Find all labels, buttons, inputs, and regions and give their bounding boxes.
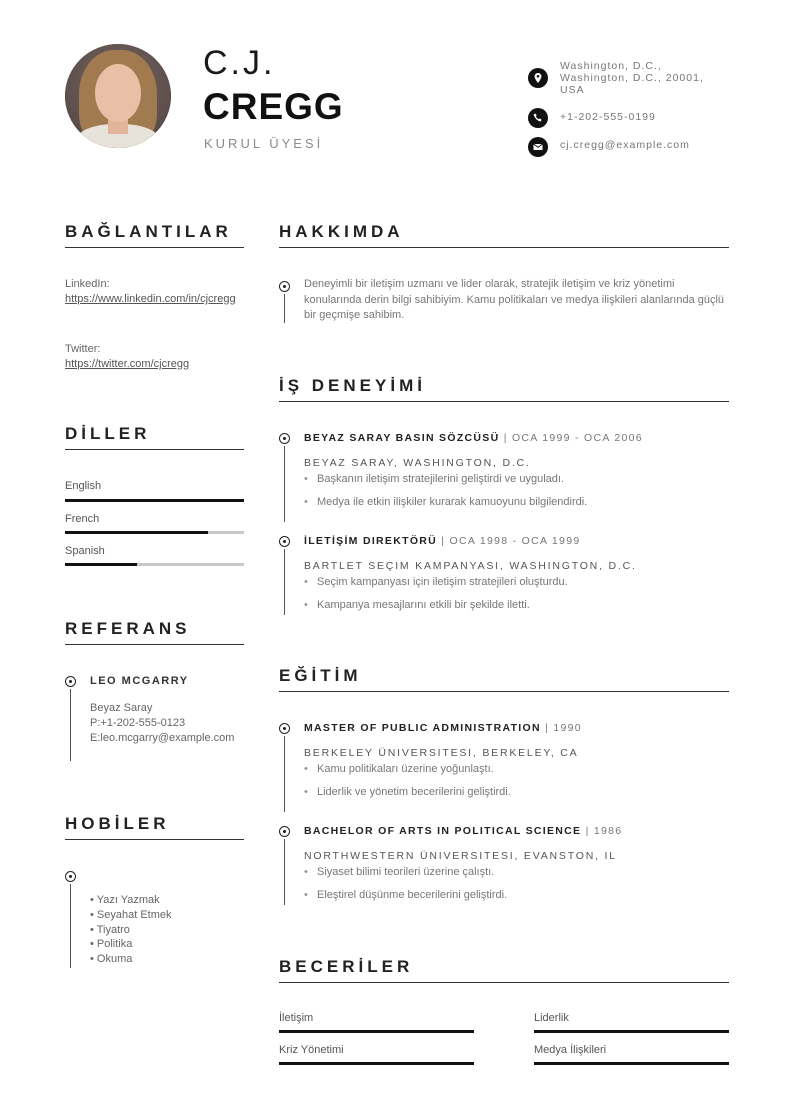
timeline-dot-icon bbox=[279, 281, 290, 292]
hobby-item: • Okuma bbox=[90, 953, 133, 965]
skills-divider bbox=[279, 982, 729, 983]
job-separator: | bbox=[441, 535, 446, 547]
hobby-item: • Seyahat Etmek bbox=[90, 909, 172, 921]
twitter-link[interactable]: https://twitter.com/cjcregg bbox=[65, 358, 190, 370]
timeline-line bbox=[70, 884, 71, 968]
language-level-fill bbox=[65, 563, 137, 566]
education-heading-line bbox=[304, 722, 582, 734]
about-heading: HAKKIMDA bbox=[279, 222, 404, 241]
language-level-bar bbox=[65, 563, 244, 566]
language-name: English bbox=[65, 480, 102, 492]
education-heading: EĞİTİM bbox=[279, 666, 362, 685]
last-name: CREGG bbox=[203, 86, 344, 127]
job-bullet: • Seçim kampanyası için iletişim stratejileri oluşturdu. bbox=[304, 576, 568, 588]
skill-level-bar bbox=[279, 1062, 474, 1065]
linkedin-link[interactable]: https://www.linkedin.com/in/cjcregg bbox=[65, 293, 236, 305]
education-bullet: • Kamu politikaları üzerine yoğunlaştı. bbox=[304, 763, 494, 775]
contact-phone bbox=[528, 108, 730, 128]
connections-heading: BAĞLANTILAR bbox=[65, 222, 232, 241]
reference-org: Beyaz Saray bbox=[90, 702, 153, 714]
languages-heading: DİLLER bbox=[65, 424, 151, 443]
education-bullet: • Siyaset bilimi teorileri üzerine çalıştı. bbox=[304, 866, 494, 878]
first-name: C.J. bbox=[203, 44, 276, 82]
timeline-line bbox=[284, 736, 285, 812]
languages-divider bbox=[65, 449, 244, 450]
job-heading bbox=[304, 432, 643, 444]
education-heading-line bbox=[304, 825, 622, 837]
degree-date: 1990 bbox=[553, 722, 582, 734]
job-separator: | bbox=[503, 432, 508, 444]
about-text: Deneyimli bir iletişim uzmanı ve lider olarak, stratejik iletişim ve kriz yönetimi konularında derin bilgi sahibiyim. Kamu politikaları ve medya ilişkileri alanlarında güçlü bir geçmişe sahibim. bbox=[304, 278, 725, 321]
language-name: French bbox=[65, 513, 100, 525]
reference-phone: P:+1-202-555-0123 bbox=[90, 717, 186, 729]
education-divider bbox=[279, 691, 729, 692]
school-name: NORTHWESTERN ÜNIVERSITESI, EVANSTON, IL bbox=[304, 850, 617, 862]
experience-divider bbox=[279, 401, 729, 402]
timeline-line bbox=[284, 549, 285, 615]
skills-heading: BECERİLER bbox=[279, 957, 414, 976]
job-title: KURUL ÜYESİ bbox=[204, 136, 324, 151]
hobby-item: • Yazı Yazmak bbox=[90, 894, 160, 906]
skill-name: Medya İlişkileri bbox=[534, 1044, 607, 1056]
timeline-dot-icon bbox=[65, 676, 76, 687]
contact-address bbox=[528, 60, 730, 96]
degree-separator: | bbox=[545, 722, 550, 734]
timeline-dot-icon bbox=[279, 723, 290, 734]
job-date: OCA 1999 - OCA 2006 bbox=[511, 432, 643, 444]
language-name: Spanish bbox=[65, 545, 105, 557]
timeline-dot-icon bbox=[279, 433, 290, 444]
education-bullet: • Eleştirel düşünme becerilerini geliştirdi. bbox=[304, 889, 507, 901]
reference-divider bbox=[65, 644, 244, 645]
email-text[interactable]: cj.cregg@example.com bbox=[560, 139, 690, 151]
education-bullet: • Liderlik ve yönetim becerilerini geliştirdi. bbox=[304, 786, 511, 798]
timeline-line bbox=[70, 689, 71, 761]
hobbies-divider bbox=[65, 839, 244, 840]
phone-icon bbox=[528, 108, 548, 128]
hobby-item: • Tiyatro bbox=[90, 924, 130, 936]
reference-email[interactable]: E:leo.mcgarry@example.com bbox=[90, 732, 235, 744]
hobbies-heading: HOBİLER bbox=[65, 814, 170, 833]
timeline-dot-icon bbox=[279, 826, 290, 837]
language-level-bar bbox=[65, 499, 244, 502]
hobby-item: • Politika bbox=[90, 938, 133, 950]
skill-level-bar bbox=[534, 1030, 729, 1033]
reference-name: LEO MCGARRY bbox=[90, 675, 189, 687]
location-pin-icon bbox=[528, 68, 548, 88]
address-text: Washington, D.C., Washington, D.C., 20001, USA bbox=[560, 60, 704, 96]
job-bullet: • Başkanın iletişim stratejilerini geliştirdi ve uyguladı. bbox=[304, 473, 564, 485]
degree-title: BACHELOR OF ARTS IN POLITICAL SCIENCE bbox=[304, 825, 582, 837]
skill-name: İletişim bbox=[279, 1012, 314, 1024]
job-organization: BEYAZ SARAY, WASHINGTON, D.C. bbox=[304, 457, 531, 469]
skill-name: Liderlik bbox=[534, 1012, 569, 1024]
timeline-dot-icon bbox=[65, 871, 76, 882]
skill-level-bar bbox=[279, 1030, 474, 1033]
experience-heading: İŞ DENEYİMİ bbox=[279, 376, 426, 395]
language-level-bar bbox=[65, 531, 244, 534]
linkedin-label: LinkedIn: bbox=[65, 278, 110, 290]
twitter-label: Twitter: bbox=[65, 343, 101, 355]
skill-level-bar bbox=[534, 1062, 729, 1065]
job-organization: BARTLET SEÇIM KAMPANYASI, WASHINGTON, D.C. bbox=[304, 560, 637, 572]
contact-email[interactable] bbox=[528, 137, 730, 157]
profile-photo bbox=[65, 44, 171, 148]
language-level-fill bbox=[65, 499, 244, 502]
language-level-fill bbox=[65, 531, 208, 534]
degree-title: MASTER OF PUBLIC ADMINISTRATION bbox=[304, 722, 541, 734]
school-name: BERKELEY ÜNIVERSITESI, BERKELEY, CA bbox=[304, 747, 579, 759]
reference-heading: REFERANS bbox=[65, 619, 191, 638]
envelope-icon bbox=[528, 137, 548, 157]
timeline-line bbox=[284, 294, 285, 323]
degree-date: 1986 bbox=[593, 825, 623, 837]
timeline-line bbox=[284, 839, 285, 905]
degree-separator: | bbox=[585, 825, 590, 837]
phone-text: +1-202-555-0199 bbox=[560, 111, 656, 123]
job-title: BEYAZ SARAY BASIN SÖZCÜSÜ bbox=[304, 432, 500, 444]
connections-divider bbox=[65, 247, 244, 248]
job-heading bbox=[304, 535, 580, 547]
job-bullet: • Kampanya mesajlarını etkili bir şekilde iletti. bbox=[304, 599, 530, 611]
skill-name: Kriz Yönetimi bbox=[279, 1044, 344, 1056]
job-bullet: • Medya ile etkin ilişkiler kurarak kamuoyunu bilgilendirdi. bbox=[304, 496, 587, 508]
job-date: OCA 1998 - OCA 1999 bbox=[449, 535, 581, 547]
about-divider bbox=[279, 247, 729, 248]
timeline-line bbox=[284, 446, 285, 522]
timeline-dot-icon bbox=[279, 536, 290, 547]
job-title: İLETİŞİM DIREKTÖRÜ bbox=[304, 535, 438, 547]
